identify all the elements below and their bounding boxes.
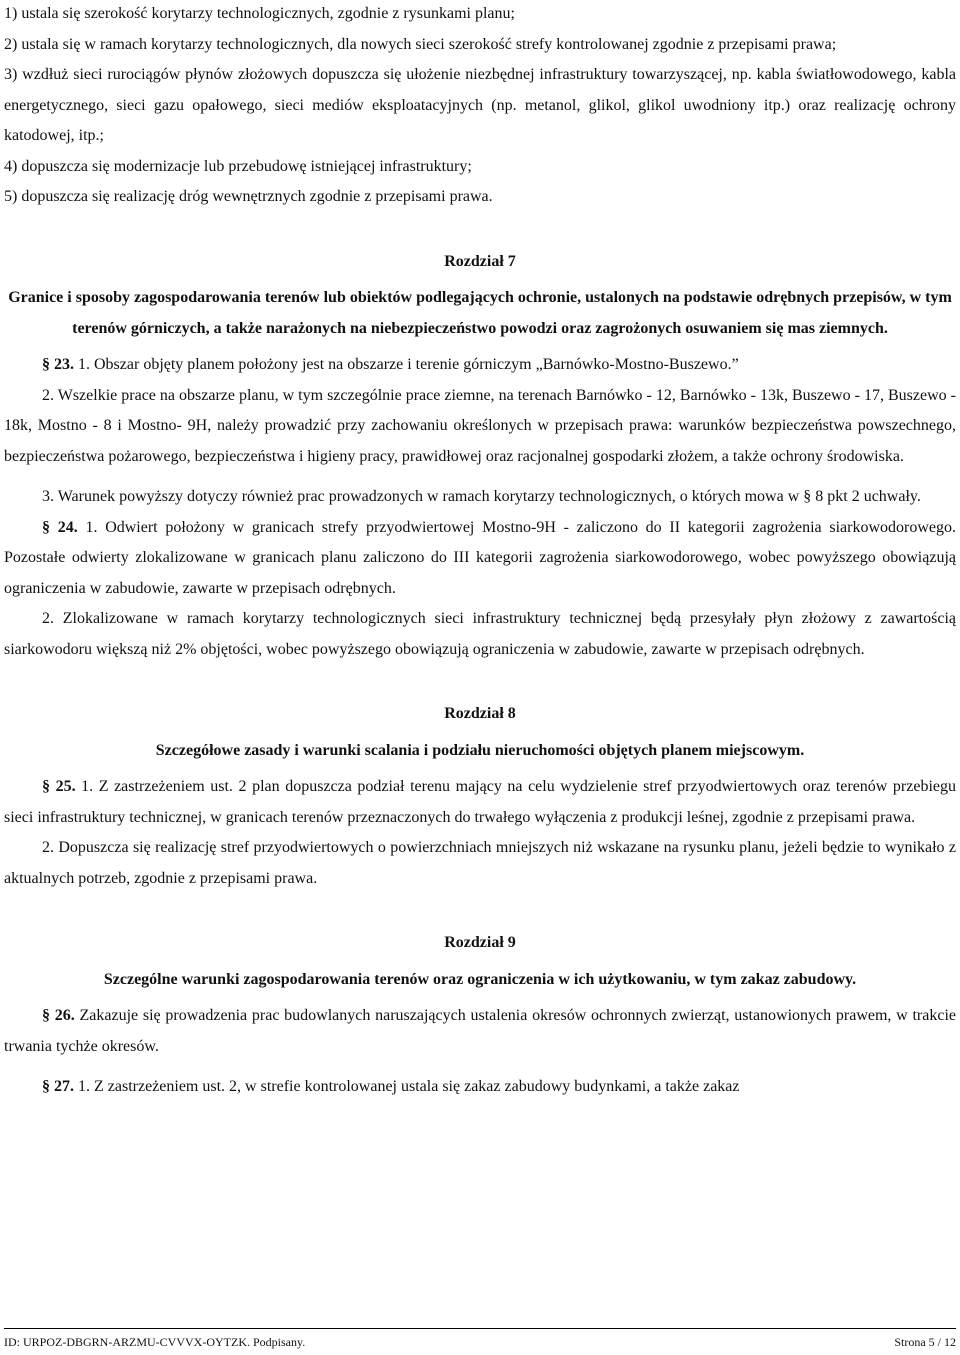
chapter-9-subtitle: Szczególne warunki zagospodarowania terenów oraz ograniczenia w ich użytkowaniu, w tym zakaz zabudowy. [103,970,857,988]
chapter-8-subtitle: Szczegółowe zasady i warunki scalania i podziału nieruchomości objętych planem miejscowym. [155,741,805,759]
document-id: ID: URPOZ-DBGRN-ARZMU-CVVVX-OYTZK. Podpisany. [4,1335,306,1349]
chapter-8-title: Rozdział 8 [444,705,516,722]
document-page [4,0,956,1103]
paragraph-23-number: § 23. [42,356,74,373]
list-item: 2) ustala się w ramach korytarzy technologicznych, dla nowych sieci szerokość strefy kontrolowanej zgodnie z przepisami prawa; [4,35,837,53]
paragraph-24-text-1: 1. Odwiert położony w granicach strefy przyodwiertowej Mostno-9H - zaliczono do II kategorii zagrożenia siarkowodorowego. Pozostałe odwierty zlokalizowane w granicach planu zaliczono do III kategorii zagrożenia siarkowodorowego, wobec powyższego obowiązują ograniczenia w zabudowie, zawarte w przepisach odrębnych. [4,518,957,597]
list-item: 4) dopuszcza się modernizacje lub przebudowę istniejącej infrastruktury; [4,157,472,175]
chapter-7-subtitle: Granice i sposoby zagospodarowania terenów lub obiektów podlegających ochronie, ustalonych na podstawie odrębnych przepisów, w tym terenów górniczych, a także narażonych na niebezpieczeństwo powodzi oraz zagrożonych osuwaniem się mas ziemnych. [8,289,952,337]
paragraph-24-number: § 24. [42,518,78,536]
paragraph-25-text-1: 1. Z zastrzeżeniem ust. 2 plan dopuszcza podział terenu mający na celu wydzielenie stref przyodwiertowych oraz terenów przebiegu sieci infrastruktury technicznej, w granicach terenów przeznaczonych do trwałego wyłączenia z produkcji leśnej, zgodnie z przepisami prawa. [4,778,956,826]
paragraph-27-number: § 27. [42,1078,74,1095]
paragraph-24-text-2: 2. Zlokalizowane w ramach korytarzy technologicznych sieci infrastruktury technicznej będą przesyłały płyn złożowy z zawartością siarkowodoru większą niż 2% objętości, wobec powyższego obowiązują ograniczenia w zabudowie, zawarte w przepisach odrębnych. [4,610,956,658]
list-item: 3) wzdłuż sieci rurociągów płynów złożowych dopuszcza się ułożenie niezbędnej infrastruktury towarzyszącej, np. kabla światłowodowego, kabla energetycznego, sieci gazu opałowego, sieci mediów eksploatacyjnych (np. metanol, glikol, glikol uwodniony itp.) oraz realizację ochrony katodowej, itp.; [4,66,956,144]
paragraph-27-text-1: 1. Z zastrzeżeniem ust. 2, w strefie kontrolowanej ustala się zakaz zabudowy budynkami, a także zakaz [78,1078,740,1095]
paragraph-25-text-2: 2. Dopuszcza się realizację stref przyodwiertowych o powierzchniach mniejszych niż wskazane na rysunku planu, jeżeli będzie to wynikało z aktualnych potrzeb, zgodnie z przepisami prawa. [4,839,956,887]
paragraph-23-text-3: 3. Warunek powyższy dotyczy również prac prowadzonych w ramach korytarzy technologicznych, o których mowa w § 8 pkt 2 uchwały. [42,488,921,505]
chapter-7-title: Rozdział 7 [444,252,516,270]
list-item: 1) ustala się szerokość korytarzy technologicznych, zgodnie z rysunkami planu; [4,5,515,22]
paragraph-23-text-1: 1. Obszar objęty planem położony jest na obszarze i terenie górniczym „Barnówko-Mostno-Buszewo.” [78,356,739,373]
paragraph-26-text: Zakazuje się prowadzenia prac budowlanych naruszających ustalenia okresów ochronnych zwierząt, ustanowionych prawem, w trakcie trwania tychże okresów. [4,1007,956,1055]
paragraph-23-text-2: 2. Wszelkie prace na obszarze planu, w tym szczególnie prace ziemne, na terenach Barnówko - 12, Barnówko - 13k, Buszewo - 17, Buszewo - 18k, Mostno - 8 i Mostno- 9H, należy prowadzić przy zachowaniu określonych w przepisach prawa: warunków bezpieczeństwa powszechnego, bezpieczeństwa pożarowego, bezpieczeństwa i higieny pracy, prawidłowej oraz racjonalnej gospodarki złożem, a także ochrony środowiska. [4,386,956,465]
page-footer [4,1328,956,1351]
page-number: Strona 5 / 12 [894,1335,956,1349]
list-item: 5) dopuszcza się realizację dróg wewnętrznych zgodnie z przepisami prawa. [4,188,493,205]
paragraph-26-number: § 26. [42,1007,75,1024]
paragraph-25-number: § 25. [42,778,76,795]
chapter-9-title: Rozdział 9 [444,934,516,951]
